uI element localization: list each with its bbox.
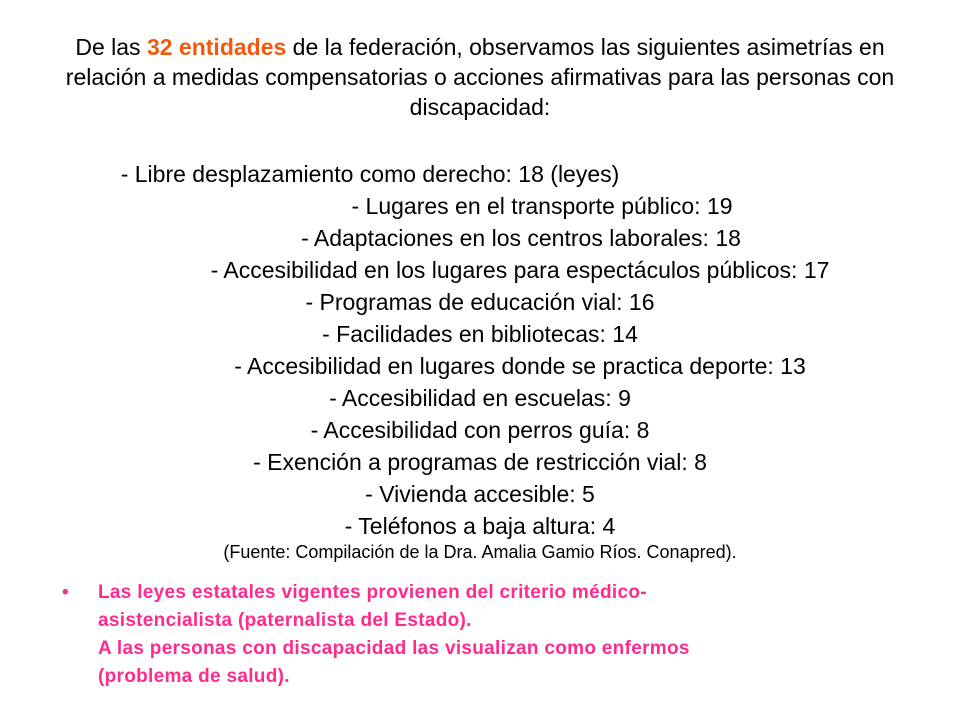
list-item: - Facilidades en bibliotecas: 14	[322, 321, 638, 347]
list-item: - Adaptaciones en los centros laborales: 18	[301, 225, 741, 251]
intro-paragraph	[40, 32, 920, 122]
bullet-note	[62, 579, 922, 691]
bullet-line: A las personas con discapacidad las visualizan como enfermos	[98, 638, 690, 659]
intro-after: de la federación, observamos las siguientes asimetrías en relación a medidas compensatorias o acciones afirmativas para las personas con discapacidad:	[65, 34, 895, 120]
intro-highlight: 32 entidades	[146, 34, 287, 60]
bullet-text	[98, 579, 922, 691]
intro-before: De las	[75, 34, 147, 60]
source-citation: (Fuente: Compilación de la Dra. Amalia Gamio Ríos. Conapred).	[223, 542, 737, 562]
bullet-line: asistencialista (paternalista del Estado).	[98, 610, 472, 631]
list-item: - Accesibilidad en escuelas: 9	[329, 385, 631, 411]
list-item: - Accesibilidad en lugares donde se practica deporte: 13	[234, 353, 806, 379]
list-item: - Exención a programas de restricción vial: 8	[253, 449, 707, 475]
bullet-line: Las leyes estatales vigentes provienen del criterio médico-	[98, 582, 647, 603]
list-item: - Vivienda accesible: 5	[365, 481, 595, 507]
list-item: - Teléfonos a baja altura: 4	[344, 513, 616, 539]
list-item: - Programas de educación vial: 16	[305, 289, 655, 315]
list-item: - Libre desplazamiento como derecho: 18 (leyes)	[120, 161, 620, 187]
list-item: - Accesibilidad con perros guía: 8	[310, 417, 650, 443]
bullet-marker: •	[62, 582, 69, 603]
bullet-line: (problema de salud).	[98, 666, 290, 687]
list-item: - Lugares en el transporte público: 19	[351, 193, 733, 219]
list-item: - Accesibilidad en los lugares para espectáculos públicos: 17	[210, 257, 830, 283]
